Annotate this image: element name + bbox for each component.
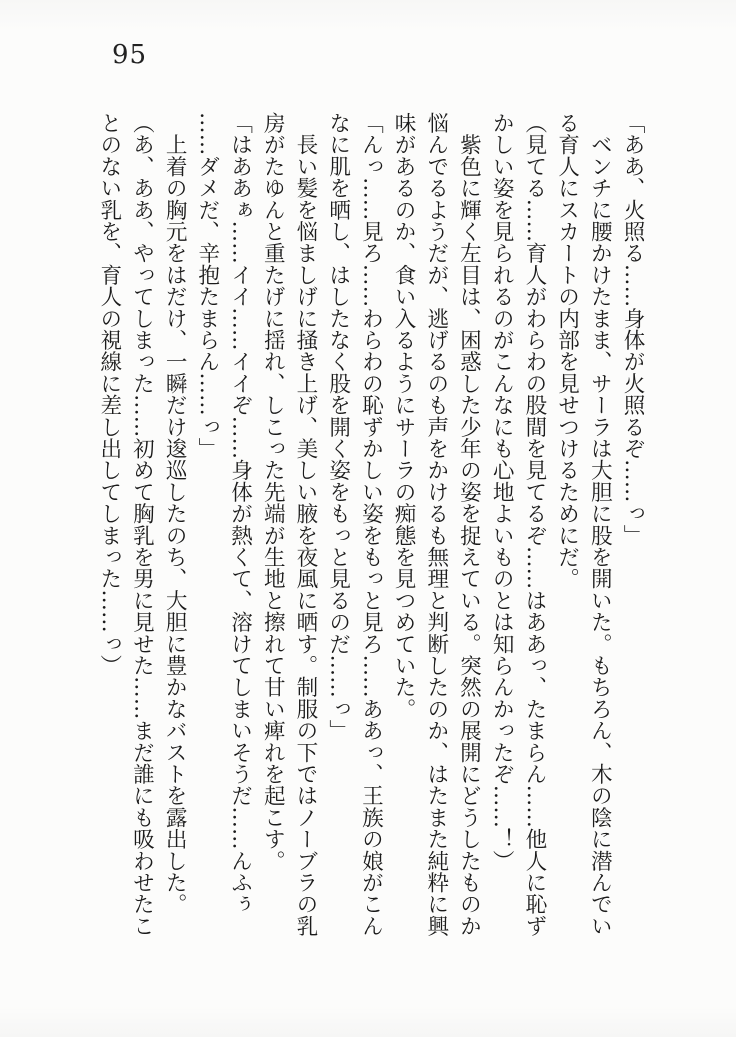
text-line: かしい姿を見られるのがこんなにも心地よいものとは知らんかったぞ……！） bbox=[489, 112, 515, 872]
text-line: 紫色に輝く左目は、困惑した少年の姿を捉えている。突然の展開にどうしたものか bbox=[456, 112, 482, 937]
text-line: 上着の胸元をはだけ、一瞬だけ逡巡したのち、大胆に豊かなバストを露出した。 bbox=[162, 112, 188, 915]
text-line: （あ、ああ、やってしまった……初めて胸乳を男に見せた……まだ誰にも吸わせたこ bbox=[129, 112, 155, 937]
text-line: なに肌を晒し、はしたなく股を開く姿をもっと見るのだ……っ」 bbox=[325, 112, 351, 742]
text-line: ベンチに腰かけたまま、サーラは大胆に股を開いた。もちろん、木の陰に潜んでい bbox=[587, 112, 613, 937]
text-block bbox=[92, 112, 648, 964]
text-line: ……ダメだ、辛抱たまらん……っ」 bbox=[194, 112, 220, 460]
text-line: 「んっ……見ろ……わらわの恥ずかしい姿をもっと見ろ……ああっ、王族の娘がこん bbox=[358, 112, 384, 937]
text-line: （見てる……育人がわらわの股間を見てるぞ……はああっ、たまらん……他人に恥ず bbox=[521, 112, 547, 937]
text-line: とのない乳を、育人の視線に差し出してしまった……っ） bbox=[96, 112, 122, 677]
text-line: 「はああぁ……イイ……イイぞ……身体が熱くて、溶けてしまいそうだ……んふぅ bbox=[227, 112, 253, 915]
text-line: 味があるのか、食い入るようにサーラの痴態を見つめていた。 bbox=[391, 112, 417, 720]
text-line: 「ああ、火照る……身体が火照るぞ……っ」 bbox=[620, 112, 645, 546]
text-line: 長い髪を悩ましげに掻き上げ、美しい腋を夜風に晒す。制服の下ではノーブラの乳 bbox=[292, 112, 318, 937]
page-number: 95 bbox=[112, 40, 148, 70]
text-line: 房がたゆんと重たげに揺れ、しこった先端が生地と擦れて甘い痺れを起こす。 bbox=[260, 112, 286, 872]
text-line: 悩んでるようだが、逃げるのも声をかけるも無理と判断したのか、はたまた純粋に興 bbox=[423, 112, 449, 937]
text-line: る育人にスカートの内部を見せつけるためにだ。 bbox=[554, 112, 580, 590]
